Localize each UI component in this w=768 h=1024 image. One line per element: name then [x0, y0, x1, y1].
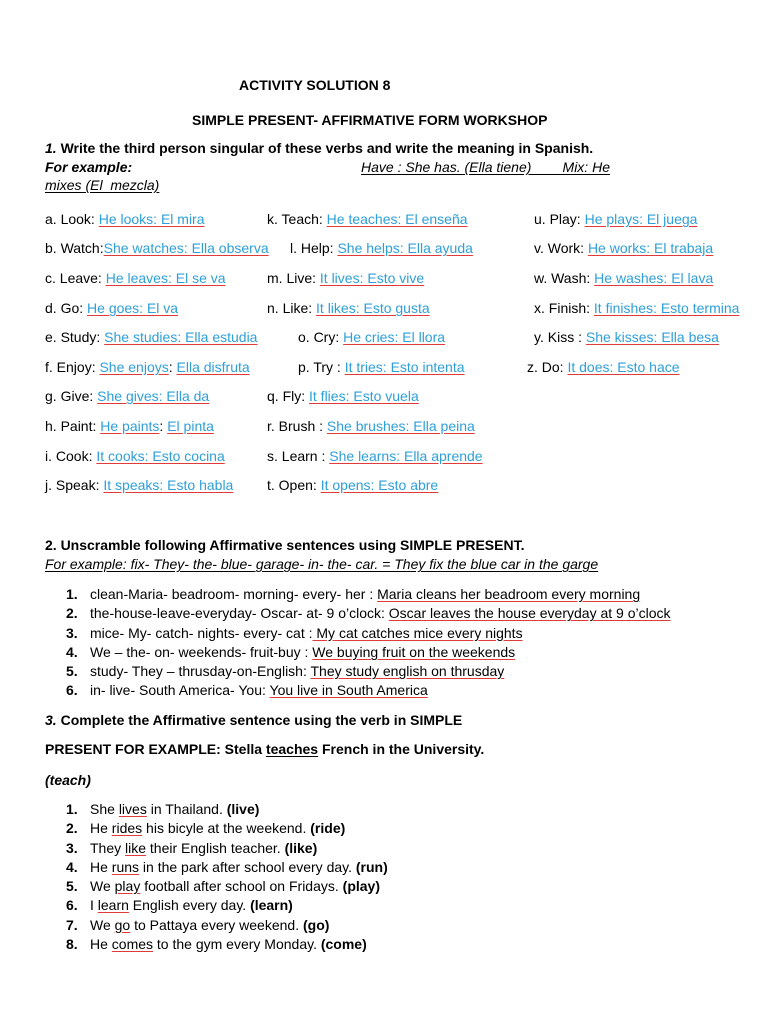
verb-label: w. Wash: — [534, 270, 595, 286]
verb-item — [45, 300, 178, 316]
verb-label: n. Like: — [267, 300, 317, 316]
complete-post: to Pattaya every weekend. — [130, 916, 303, 933]
verb-answer: It flies: Esto vuela — [309, 388, 419, 404]
verb-item — [45, 448, 225, 464]
verb-item — [267, 448, 483, 464]
unscramble-prompt: the-house-leave-everyday- Oscar- at- 9 o’clock: — [90, 605, 389, 622]
unscramble-number: 4. — [66, 643, 78, 660]
verb-answer: He cries: El llora — [343, 329, 446, 345]
unscramble-item — [66, 643, 671, 662]
complete-item — [66, 858, 388, 877]
complete-verb: runs — [111, 858, 140, 875]
unscramble-prompt: mice- My- catch- nights- every- cat : — [90, 624, 313, 641]
verb-item — [45, 270, 226, 286]
unscramble-item — [66, 681, 671, 700]
unscramble-answer: They study english on thrusday — [310, 663, 505, 680]
verb-item — [267, 477, 438, 493]
complete-item — [66, 839, 388, 858]
verb-answer: It finishes: Esto termina — [593, 300, 740, 316]
verb-answer: He looks: El mira — [98, 211, 205, 227]
unscramble-list — [66, 585, 671, 701]
complete-hint: (learn) — [250, 897, 293, 914]
unscramble-item — [66, 604, 671, 623]
unscramble-number: 3. — [66, 624, 78, 641]
complete-hint: (come) — [320, 936, 367, 953]
verb-answer: It opens: Esto abre — [320, 477, 439, 493]
complete-item — [66, 800, 388, 819]
verb-item — [45, 359, 250, 375]
verb-item — [290, 240, 473, 256]
verb-item — [45, 388, 209, 404]
complete-hint: (ride) — [310, 820, 346, 837]
verb-answer: She watches: Ella observa — [103, 240, 269, 256]
section3-heading-1 — [45, 712, 462, 728]
verb-answer: He works: El trabaja — [587, 240, 714, 256]
complete-number: 7. — [66, 916, 78, 933]
complete-number: 6. — [66, 897, 78, 914]
unscramble-item — [66, 585, 671, 604]
complete-pre: She — [90, 801, 119, 817]
verb-answer-meaning: El pinta — [167, 418, 214, 434]
unscramble-prompt: clean-Maria- beadroom- morning- every- her : — [90, 586, 378, 602]
verb-label: h. Paint: — [45, 418, 101, 434]
verb-label: u. Play: — [534, 211, 585, 227]
complete-verb: like — [125, 839, 147, 856]
unscramble-answer: Maria cleans her beadroom every morning — [377, 586, 641, 602]
verb-item — [534, 211, 697, 227]
complete-verb: lives — [118, 801, 147, 817]
verb-item — [298, 329, 445, 345]
complete-item — [66, 819, 388, 838]
complete-verb: comes — [111, 936, 154, 953]
verb-item — [534, 329, 719, 345]
unscramble-number: 2. — [66, 605, 78, 622]
verb-answer: She brushes: Ella peina — [326, 418, 475, 434]
complete-post: in the park after school every day. — [139, 858, 356, 875]
unscramble-item — [66, 662, 671, 681]
verb-label: f. Enjoy: — [45, 359, 100, 375]
verb-item — [534, 270, 713, 286]
verb-answer: She studies: Ella estudia — [104, 329, 258, 345]
verb-item — [267, 300, 430, 316]
complete-item — [66, 935, 388, 954]
verb-item — [45, 477, 233, 493]
section1-example-text-2: mixes (El mezcla) — [45, 177, 160, 193]
verb-label: k. Teach: — [267, 211, 327, 227]
complete-item — [66, 916, 388, 935]
section3-number: 3. — [45, 712, 57, 728]
verb-answer: He paints — [100, 418, 160, 434]
verb-item — [534, 240, 713, 256]
complete-pre: We — [90, 878, 115, 895]
verb-label: r. Brush : — [267, 418, 327, 434]
verb-item — [45, 240, 269, 256]
verb-item — [45, 329, 257, 345]
complete-number: 5. — [66, 878, 78, 895]
verb-answer: She kisses: Ella besa — [585, 329, 719, 345]
verb-label: g. Give: — [45, 388, 98, 404]
verb-label: z. Do: — [527, 359, 568, 375]
section1-instruction — [45, 140, 593, 156]
complete-number: 1. — [66, 801, 78, 817]
unscramble-answer: We buying fruit on the weekends — [312, 643, 516, 660]
complete-hint: (play) — [342, 878, 380, 895]
verb-item — [527, 359, 680, 375]
verb-label: x. Finish: — [534, 300, 594, 316]
verb-label: i. Cook: — [45, 448, 97, 464]
complete-verb: learn — [97, 897, 129, 914]
verb-label: c. Leave: — [45, 270, 106, 286]
section1-number: 1. — [45, 140, 57, 156]
verb-label: q. Fly: — [267, 388, 310, 404]
complete-post: their English teacher. — [146, 839, 285, 856]
unscramble-number: 6. — [66, 682, 78, 699]
verb-label: j. Speak: — [45, 477, 104, 493]
verb-label: m. Live: — [267, 270, 320, 286]
verb-label: l. Help: — [290, 240, 338, 256]
complete-verb: go — [114, 916, 131, 933]
verb-answer: She enjoys — [99, 359, 169, 375]
unscramble-number: 5. — [66, 663, 78, 680]
section2-heading: 2. Unscramble following Affirmative sentences using SIMPLE PRESENT. — [45, 537, 525, 553]
verb-separator: : — [159, 418, 168, 434]
verb-item — [267, 270, 424, 286]
unscramble-prompt: in- live- South America- You: — [90, 682, 270, 699]
section3-example-pre: PRESENT FOR EXAMPLE: Stella — [45, 741, 266, 757]
verb-item — [534, 300, 739, 316]
verb-answer: It speaks: Esto habla — [103, 477, 234, 493]
complete-number: 4. — [66, 858, 78, 875]
unscramble-answer: Oscar leaves the house everyday at 9 o’clock — [388, 605, 671, 622]
activity-title: ACTIVITY SOLUTION 8 — [239, 77, 391, 93]
section1-example-text-1: Have : She has. (Ella tiene) Mix: He — [361, 159, 610, 175]
verb-answer: She gives: Ella da — [97, 388, 210, 404]
complete-number: 3. — [66, 839, 78, 856]
complete-pre: We — [90, 916, 115, 933]
verb-label: a. Look: — [45, 211, 99, 227]
unscramble-answer: You live in South America — [269, 682, 428, 699]
unscramble-prompt: We – the- on- weekends- fruit-buy : — [90, 643, 313, 660]
verb-answer: It lives: Esto vive — [319, 270, 425, 286]
complete-post: to the gym every Monday. — [153, 936, 321, 953]
verb-item — [45, 211, 205, 227]
verb-answer: He plays: El juega — [584, 211, 698, 227]
complete-hint: (run) — [355, 858, 388, 875]
complete-item — [66, 877, 388, 896]
workshop-subtitle: SIMPLE PRESENT- AFFIRMATIVE FORM WORKSHOP — [192, 112, 548, 128]
verb-answer: He teaches: El enseña — [326, 211, 468, 227]
verb-answer: She learns: Ella aprende — [329, 448, 483, 464]
verb-answer: It likes: Esto gusta — [316, 300, 430, 316]
section3-example-verb: teaches — [265, 741, 319, 757]
verb-answer: He leaves: El se va — [105, 270, 226, 286]
complete-pre: He — [90, 936, 112, 953]
section1-example-label: For example: — [45, 159, 133, 175]
verb-answer: He washes: El lava — [594, 270, 714, 286]
verb-label: y. Kiss : — [534, 329, 586, 345]
verb-answer: She helps: Ella ayuda — [337, 240, 473, 256]
section3-heading-text: Complete the Affirmative sentence using the verb in SIMPLE — [56, 712, 463, 728]
verb-answer: It cooks: Esto cocina — [96, 448, 225, 464]
complete-pre: He — [90, 820, 112, 837]
verb-item — [298, 359, 465, 375]
verb-item — [45, 418, 214, 434]
unscramble-answer: My cat catches mice every nights — [312, 624, 523, 641]
complete-post: football after school on Fridays. — [140, 878, 343, 895]
complete-post: his bicyle at the weekend. — [142, 820, 311, 837]
verb-separator: : — [168, 359, 177, 375]
complete-verb: play — [114, 878, 141, 895]
complete-hint: (live) — [226, 801, 260, 817]
verb-label: d. Go: — [45, 300, 88, 316]
section3-example-post: French in the University. — [318, 741, 485, 757]
verb-label: t. Open: — [267, 477, 321, 493]
complete-number: 8. — [66, 936, 78, 953]
verb-answer: He goes: El va — [87, 300, 179, 316]
complete-pre: He — [90, 858, 112, 875]
verb-label: v. Work: — [534, 240, 588, 256]
complete-item — [66, 896, 388, 915]
unscramble-prompt: study- They – thrusday-on-English: — [90, 663, 311, 680]
verb-answer-meaning: Ella disfruta — [176, 359, 250, 375]
verb-label: b. Watch: — [45, 240, 104, 256]
verb-item — [267, 211, 468, 227]
complete-hint: (go) — [302, 916, 330, 933]
section3-heading-2 — [45, 741, 484, 757]
verb-label: p. Try : — [298, 359, 345, 375]
verb-item — [267, 418, 475, 434]
complete-verb: rides — [111, 820, 143, 837]
section1-instruction-text: Write the third person singular of these verbs and write the meaning in Spanish. — [56, 140, 594, 156]
section2-example: For example: fix- They- the- blue- garage- in- the- car. = They fix the blue car in the garge — [45, 556, 599, 572]
complete-post: in Thailand. — [146, 801, 227, 817]
unscramble-number: 1. — [66, 586, 78, 602]
section3-example-hint: (teach) — [45, 772, 91, 788]
verb-answer: It does: Esto hace — [567, 359, 680, 375]
complete-pre: They — [90, 839, 126, 856]
unscramble-item — [66, 624, 671, 643]
complete-pre: I — [90, 897, 98, 914]
complete-number: 2. — [66, 820, 78, 837]
complete-hint: (like) — [284, 839, 318, 856]
verb-label: e. Study: — [45, 329, 105, 345]
verb-label: o. Cry: — [298, 329, 344, 345]
verb-item — [267, 388, 419, 404]
verb-label: s. Learn : — [267, 448, 330, 464]
complete-post: English every day. — [128, 897, 251, 914]
verb-answer: It tries: Esto intenta — [344, 359, 465, 375]
complete-list — [66, 800, 388, 954]
